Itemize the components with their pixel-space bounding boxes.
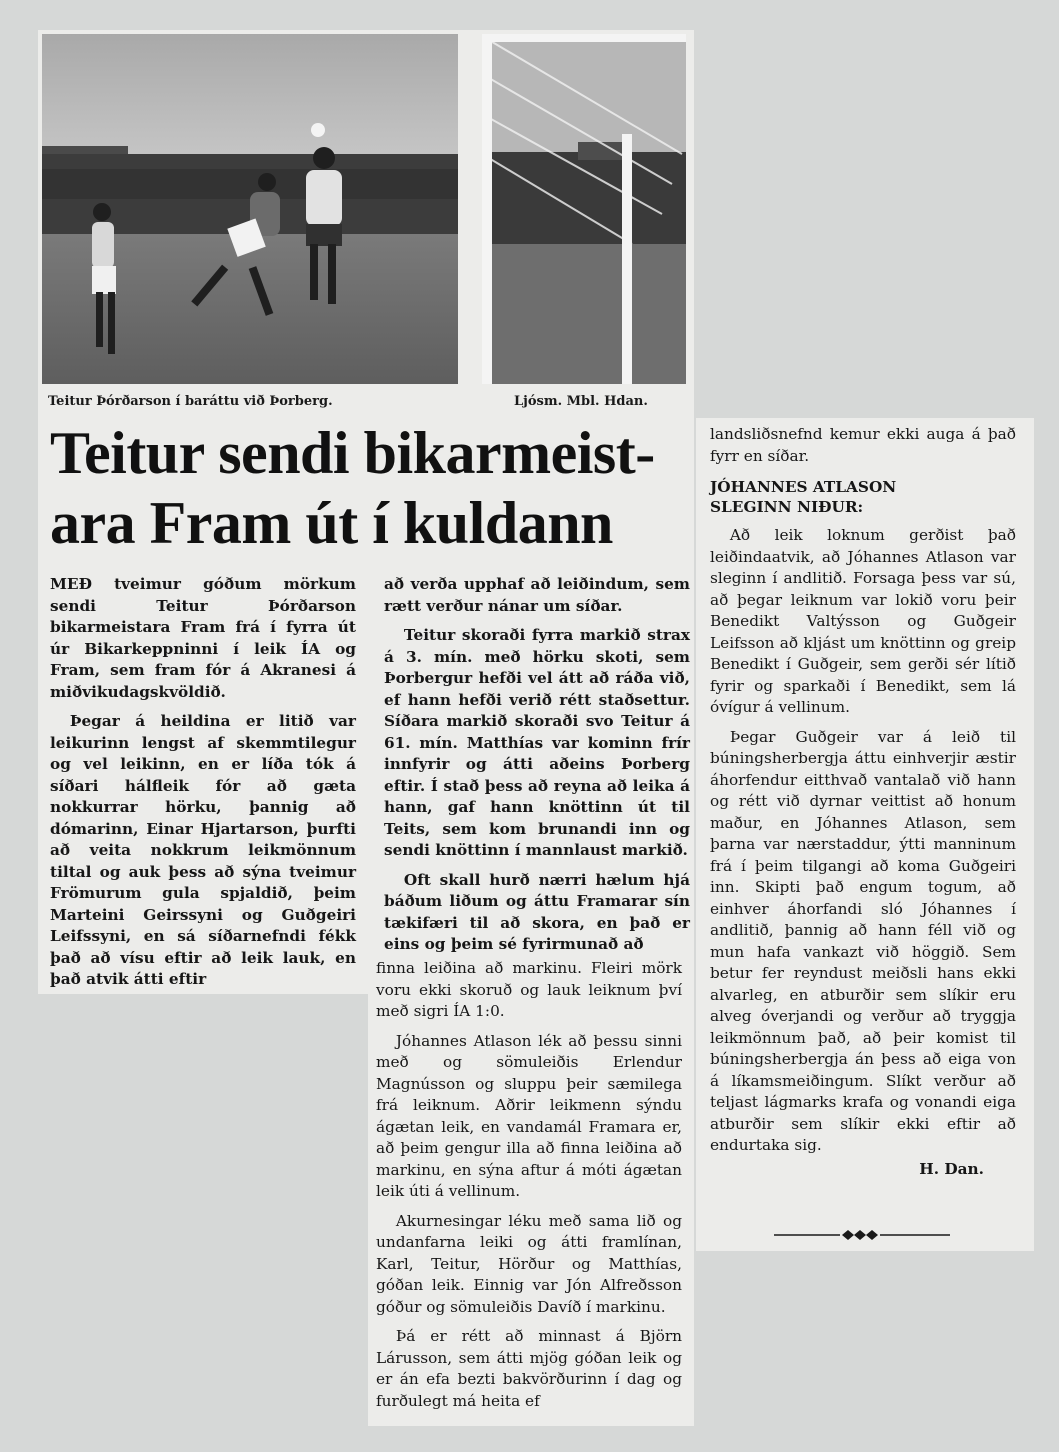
photo-left-image [42, 34, 458, 384]
paragraph: Akurnesingar léku með sama lið og undanfarna leiki og átti framlínan, Karl, Teitur, Hörður og Matthías, góðan leik. Einnig var Jón Alfreðsson góður og sömuleiðis Davíð í markinu. [376, 1211, 682, 1316]
lead-paragraph: MEÐ tveimur góðum mörkum sendi Teitur Þórðarson bikarmeistara Fram frá í fyrra út úr Bikarkeppninni í leik ÍA og Fram, sem fram fór á Akranesi á miðvikudagskvöldið. [50, 575, 356, 701]
photo-credit: Ljósm. Mbl. Hdan. [514, 394, 648, 409]
paragraph: landsliðsnefnd kemur ekki auga á það fyrr en síðar. [710, 425, 1016, 465]
subheading-line-2: SLEGINN NIÐUR: [710, 498, 864, 516]
paragraph: Þegar Guðgeir var á leið til búningsherbergja áttu einhverjir æstir áhorfendur eitthvað vantalað við hann og rétt við dyrnar veittist að honum maður, en Jóhannes Atlason, sem þarna var nærstaddur, ýtti manninum frá í þeim tilgangi að koma Guðgeiri inn. Skipti það engum togum, að einhver áhorfandi sló Jóhannes í andlitið, þannig að hann féll við og mun hafa vankazt við höggið. Sem betur fer reyndust meiðsli hans ekki alvarleg, en atburðir sem slíkir eru alveg óverjandi og verður að tryggja leikmönnum það, að þeir komist til búningsherbergja án þess að eiga von á líkamsmeiðingum. Slíkt verður að teljast lágmarks krafa og vonandi eiga atburðir sem slíkir ekki eftir að endurtaka sig. [710, 727, 1016, 1154]
article-column-2 [384, 574, 690, 956]
paragraph: Þá er rétt að minnast á Björn Lárusson, sem átti mjög góðan leik og er án efa bezti bakvörðurinn í dag og furðulegt má heita ef [376, 1327, 682, 1410]
end-ornament [774, 1228, 954, 1242]
paragraph: Jóhannes Atlason lék að þessu sinni með og sömuleiðis Erlendur Magnússon og sluppu þeir sæmilega frá leiknum. Aðrir leikmenn sýndu ágætan leik, en vandamál Framara er, að þeim gengur illa að finna leiðina að markinu, en sýna aftur á móti ágætan leik úti á vellinum. [376, 1031, 682, 1200]
subheading-line-1: JÓHANNES ATLASON [710, 478, 897, 496]
article-column-4 [710, 424, 1016, 1180]
subheading [710, 477, 1016, 517]
photo-right [482, 34, 686, 384]
headline [50, 418, 690, 558]
paragraph: finna leiðina að markinu. Fleiri mörk voru ekki skoruð og lauk leiknum því með sigri ÍA 1:0. [376, 959, 682, 1020]
photo-right-image [482, 34, 686, 384]
photo-left [42, 34, 458, 384]
article-column-3 [376, 958, 682, 1412]
article-column-1 [50, 574, 356, 991]
paragraph: Þegar á heildina er litið var leikurinn lengst af skemmtilegur og vel leikinn, en er líða tók á síðari hálfleik fór að gæta nokkurrar hörku, þannig að dómarinn, Einar Hjartarson, þurfti að veita nokkrum leikmönnum tiltal og auk þess að sýna tveimur Frömurum gula spjaldið, þeim Marteini Geirssyni og Guðgeiri Leifssyni, en sá síðarnefndi fékk það að vísu eftir að leik lauk, en það atvik átti eftir [50, 712, 356, 988]
signature: H. Dan. [919, 1159, 984, 1178]
headline-line-1: Teitur sendi bikarmeist- [50, 420, 655, 486]
paragraph: Að leik loknum gerðist það leiðindaatvik, að Jóhannes Atlason var sleginn í andlitið. Forsaga þess var sú, að þegar leiknum var lokið voru þeir Benedikt Valtýsson og Guðgeir Leifsson að kljást um knöttinn og greip Benedikt í Guðgeir, sem gerði sér lítið fyrir og sparkaði í Benedikt, sem lá óvígur á vellinum. [710, 526, 1016, 716]
paragraph: að verða upphaf að leiðindum, sem rætt verður nánar um síðar. [384, 575, 690, 615]
paragraph: Oft skall hurð nærri hælum hjá báðum liðum og áttu Framarar sín tækifæri til að skora, en það er eins og þeim sé fyrirmunað að [384, 870, 690, 953]
headline-line-2: ara Fram út í kuldann [50, 490, 613, 556]
paragraph: Teitur skoraði fyrra markið strax á 3. mín. með hörku skoti, sem Þorbergur hefði vel átt að ráða við, ef hann hefði verið rétt staðsettur. Síðara markið skoraði svo Teitur á 61. mín. Matthías var kominn frír innfyrir og átti aðeins Þorberg eftir. Í stað þess að reyna að leika á hann, gaf hann knöttinn út til Teits, sem kom brunandi inn og sendi knöttinn í mannlaust markið. [384, 626, 690, 859]
photo-caption: Teitur Þórðarson í baráttu við Þorberg. [48, 394, 333, 409]
